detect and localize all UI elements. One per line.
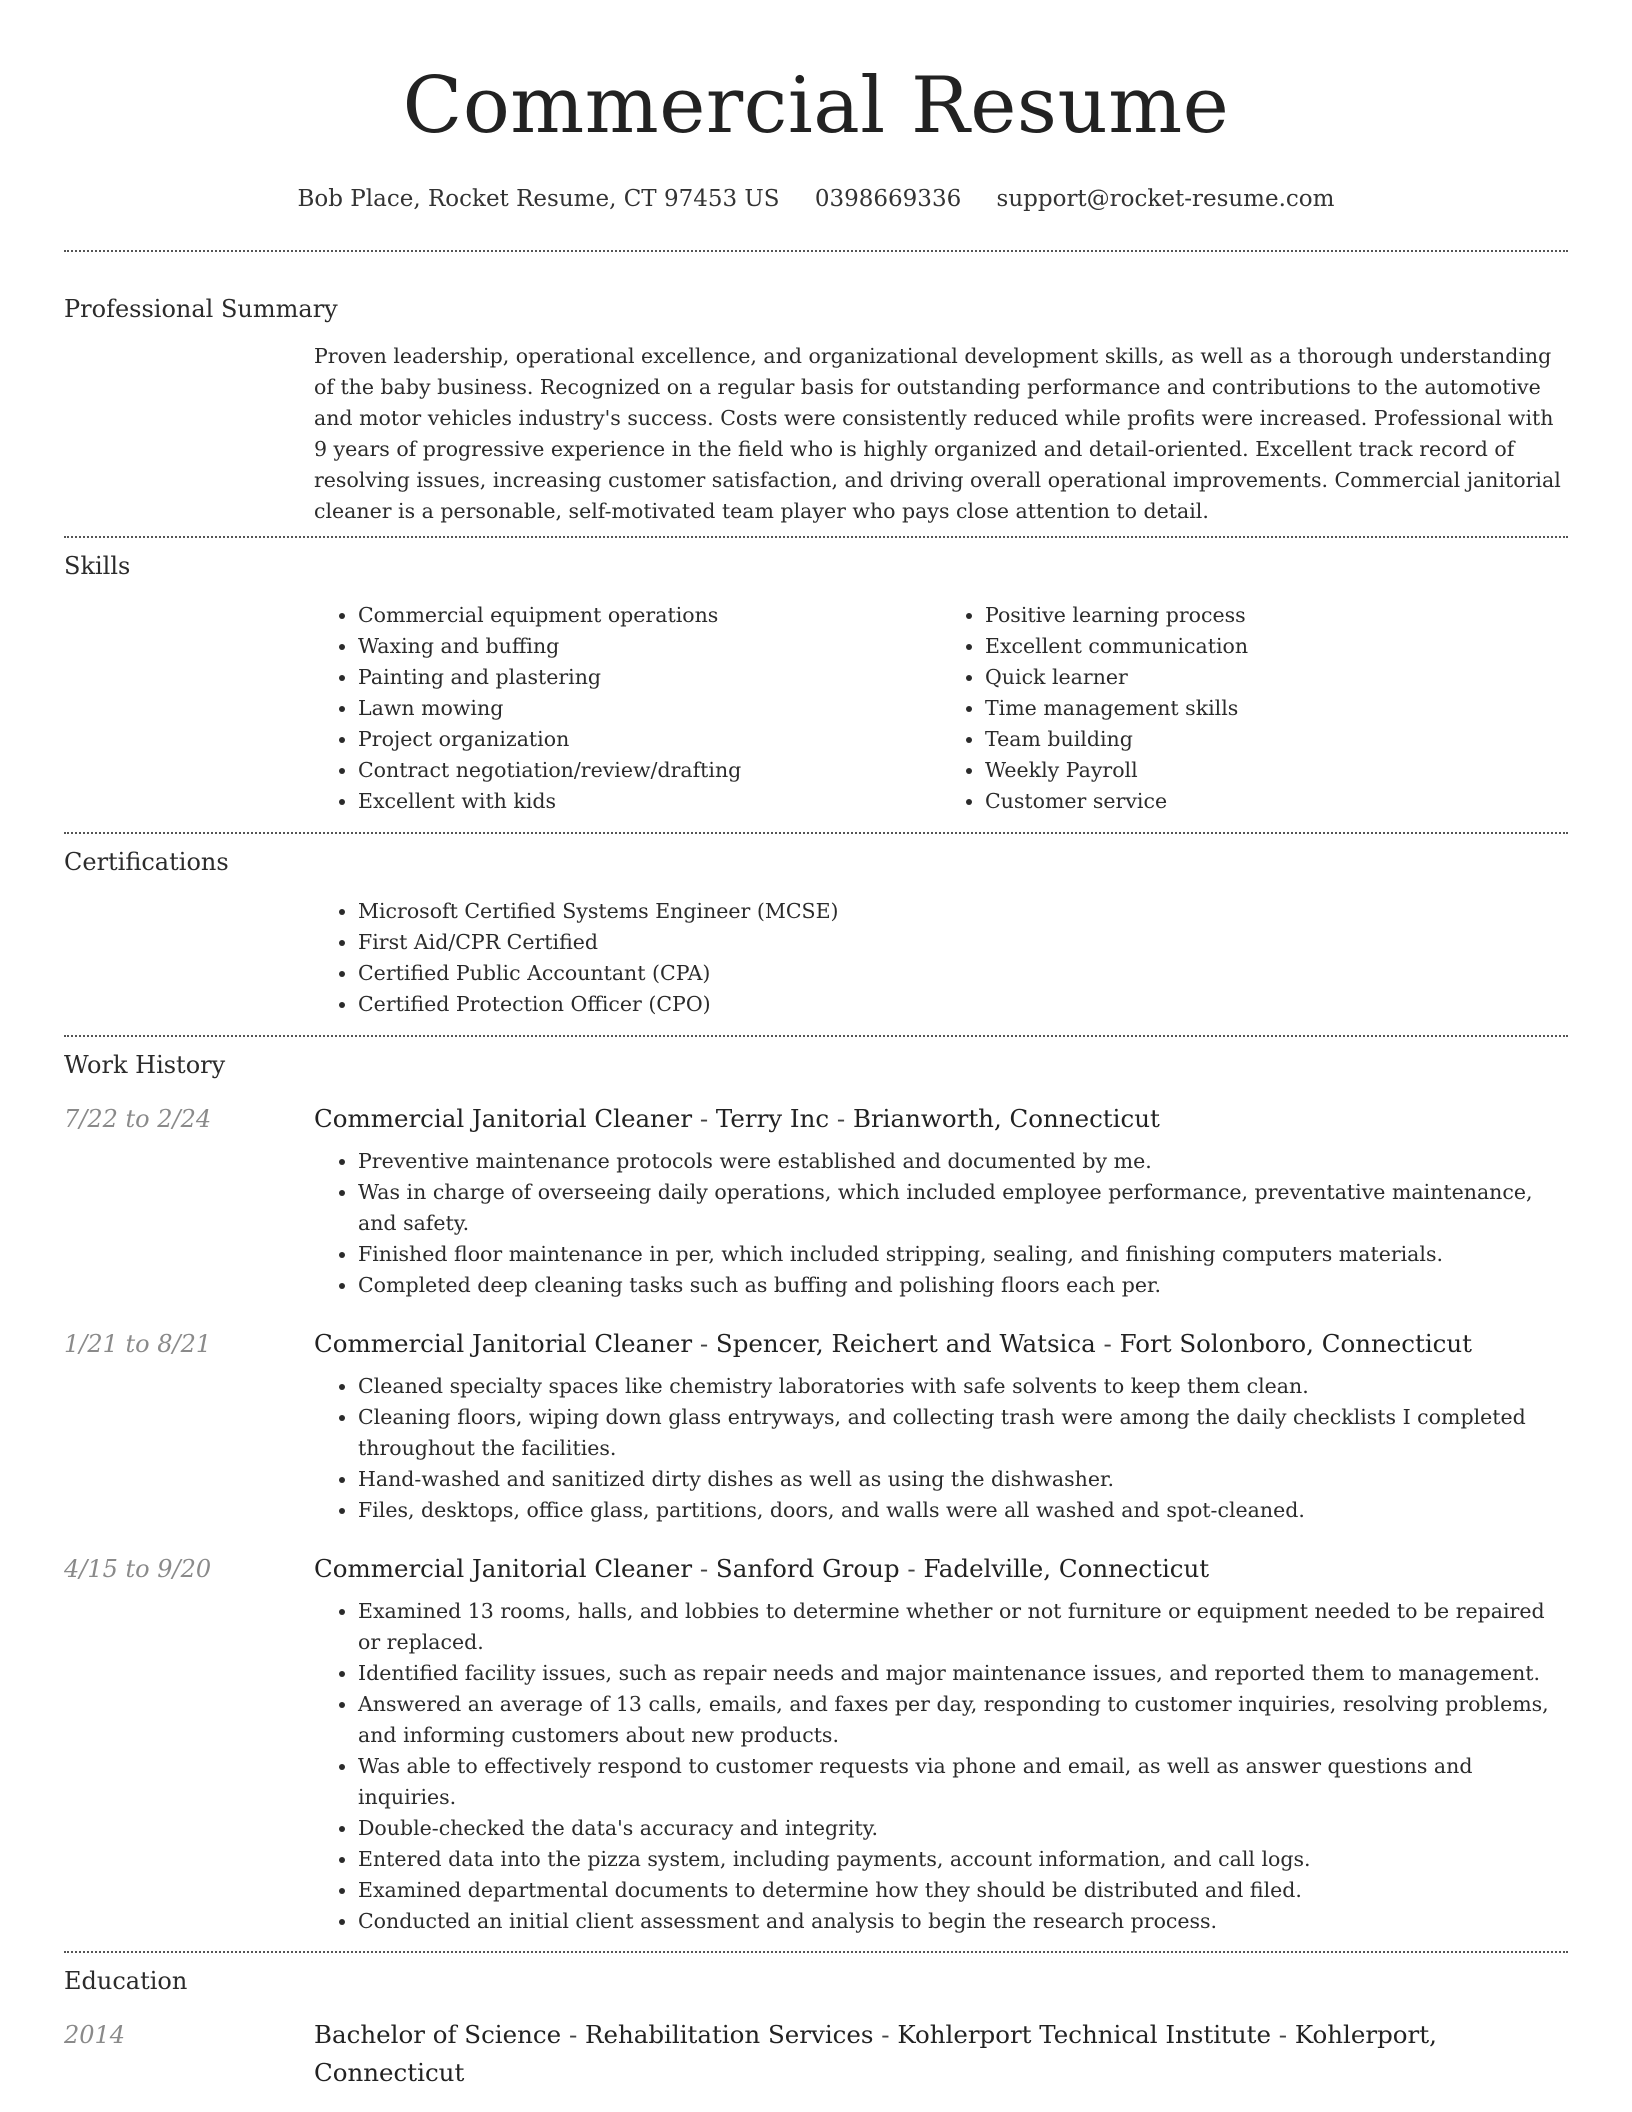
job-bullets bbox=[314, 1146, 1568, 1301]
section-title-work: Work History bbox=[64, 1051, 226, 1079]
job-company: Terry Inc bbox=[715, 1104, 830, 1133]
job-heading: Commercial Janitorial Cleaner - Terry Inc - Brianworth, Connecticut bbox=[314, 1104, 1160, 1133]
job-location: Fadelville, Connecticut bbox=[923, 1554, 1210, 1583]
skill-item: • Weekly Payroll bbox=[985, 755, 1568, 786]
job-heading: Commercial Janitorial Cleaner - Sanford Group - Fadelville, Connecticut bbox=[314, 1554, 1210, 1583]
education-body bbox=[64, 2016, 1568, 2100]
job-location: Fort Solonboro, Connecticut bbox=[1119, 1329, 1473, 1358]
skills-list-right bbox=[941, 600, 1568, 817]
job-bullet: • Answered an average of 13 calls, emails, and faxes per day, responding to customer inquiries, resolving problems, and informing customers about new products. bbox=[358, 1689, 1568, 1751]
certification-item: • Certified Public Accountant (CPA) bbox=[358, 958, 1568, 989]
summary-text: Proven leadership, operational excellence, and organizational development skills, as well as a thorough understanding of the baby business. Recognized on a regular basis for outstanding performance and contributions to the automotive and motor vehicles industry's success. Costs were consistently reduced while profits were increased. Professional with 9 years of progressive experience in the field who is highly organized and detail-oriented. Excellent track record of resolving issues, increasing customer satisfaction, and driving overall operational improvements. Commercial janitorial cleaner is a personable, self-motivated team player who pays close attention to detail. bbox=[314, 344, 1561, 523]
education-school: Kohlerport Technical Institute bbox=[897, 2020, 1271, 2049]
contact-phone: 0398669336 bbox=[814, 186, 962, 212]
job-bullet: • Cleaned specialty spaces like chemistry laboratories with safe solvents to keep them clean. bbox=[358, 1371, 1568, 1402]
education-location: Kohlerport, Connecticut bbox=[314, 2020, 1437, 2087]
job-main bbox=[314, 1100, 1568, 1301]
job-company: Spencer, Reichert and Watsica bbox=[715, 1329, 1096, 1358]
job-company: Sanford Group bbox=[715, 1554, 900, 1583]
skill-item: • Time management skills bbox=[985, 693, 1568, 724]
section-education bbox=[64, 1953, 1568, 2100]
education-main bbox=[314, 2016, 1568, 2100]
skills-list-left bbox=[314, 600, 941, 817]
job-bullets bbox=[314, 1371, 1568, 1526]
education-heading: Bachelor of Science - Rehabilitation Services - Kohlerport Technical Institute - Kohlerport, Connecticut bbox=[314, 2020, 1437, 2087]
section-title-summary: Professional Summary bbox=[64, 295, 338, 323]
job-bullet: • Examined 13 rooms, halls, and lobbies to determine whether or not furniture or equipment needed to be repaired or replaced. bbox=[358, 1596, 1568, 1658]
job-bullet: • Entered data into the pizza system, including payments, account information, and call logs. bbox=[358, 1844, 1568, 1875]
skill-item: • Team building bbox=[985, 724, 1568, 755]
job-bullets bbox=[314, 1596, 1568, 1937]
job-bullet: • Identified facility issues, such as repair needs and major maintenance issues, and reported them to management. bbox=[358, 1658, 1568, 1689]
job-entry bbox=[64, 1325, 1568, 1526]
certification-item: • Microsoft Certified Systems Engineer (MCSE) bbox=[358, 896, 1568, 927]
skill-item: • Excellent with kids bbox=[358, 786, 941, 817]
job-bullet: • Completed deep cleaning tasks such as buffing and polishing floors each per. bbox=[358, 1270, 1568, 1301]
job-bullet: • Files, desktops, office glass, partitions, doors, and walls were all washed and spot-cleaned. bbox=[358, 1495, 1568, 1526]
skills-grid bbox=[314, 600, 1568, 817]
section-skills bbox=[64, 538, 1568, 817]
certifications-list bbox=[314, 896, 1568, 1020]
job-dates: 1/21 to 8/21 bbox=[64, 1330, 212, 1358]
job-title: Commercial Janitorial Cleaner bbox=[314, 1104, 693, 1133]
contact-email: support@rocket-resume.com bbox=[996, 186, 1335, 212]
job-bullet: • Preventive maintenance protocols were established and documented by me. bbox=[358, 1146, 1568, 1177]
certifications-body bbox=[314, 896, 1568, 1020]
section-summary bbox=[64, 252, 1568, 527]
job-dates: 7/22 to 2/24 bbox=[64, 1105, 212, 1133]
skill-item: • Excellent communication bbox=[985, 631, 1568, 662]
section-work-history bbox=[64, 1037, 1568, 1937]
job-bullet: • Double-checked the data's accuracy and integrity. bbox=[358, 1813, 1568, 1844]
certification-item: • Certified Protection Officer (CPO) bbox=[358, 989, 1568, 1020]
job-title: Commercial Janitorial Cleaner bbox=[314, 1329, 693, 1358]
section-title-education: Education bbox=[64, 1967, 188, 1995]
job-bullet: • Finished floor maintenance in per, which included stripping, sealing, and finishing computers materials. bbox=[358, 1239, 1568, 1270]
section-title-certifications: Certifications bbox=[64, 848, 229, 876]
skill-item: • Commercial equipment operations bbox=[358, 600, 941, 631]
job-dates: 4/15 to 9/20 bbox=[64, 1555, 212, 1583]
contact-address: Bob Place, Rocket Resume, CT 97453 US bbox=[297, 186, 780, 212]
job-bullet: • Was able to effectively respond to customer requests via phone and email, as well as answer questions and inquiries. bbox=[358, 1751, 1568, 1813]
section-title-skills: Skills bbox=[64, 552, 131, 580]
job-heading: Commercial Janitorial Cleaner - Spencer, Reichert and Watsica - Fort Solonboro, Connecticut bbox=[314, 1329, 1473, 1358]
skill-item: • Lawn mowing bbox=[358, 693, 941, 724]
education-field: Rehabilitation Services bbox=[585, 2020, 874, 2049]
skill-item: • Quick learner bbox=[985, 662, 1568, 693]
certification-item: • First Aid/CPR Certified bbox=[358, 927, 1568, 958]
job-location: Brianworth, Connecticut bbox=[852, 1104, 1160, 1133]
job-main bbox=[314, 1550, 1568, 1937]
job-bullet: • Cleaning floors, wiping down glass entryways, and collecting trash were among the daily checklists I completed throughout the facilities. bbox=[358, 1402, 1568, 1464]
contact-line bbox=[64, 182, 1568, 216]
skill-item: • Customer service bbox=[985, 786, 1568, 817]
education-degree: Bachelor of Science bbox=[314, 2020, 562, 2049]
job-title: Commercial Janitorial Cleaner bbox=[314, 1554, 693, 1583]
education-year: 2014 bbox=[64, 2021, 126, 2049]
job-main bbox=[314, 1325, 1568, 1526]
resume-title: Commercial Resume bbox=[402, 61, 1230, 151]
job-entry bbox=[64, 1550, 1568, 1937]
work-body bbox=[64, 1100, 1568, 1937]
job-bullet: • Hand-washed and sanitized dirty dishes as well as using the dishwasher. bbox=[358, 1464, 1568, 1495]
summary-body bbox=[314, 341, 1568, 527]
skill-item: • Painting and plastering bbox=[358, 662, 941, 693]
education-entry bbox=[64, 2016, 1568, 2100]
job-bullet: • Examined departmental documents to determine how they should be distributed and filed. bbox=[358, 1875, 1568, 1906]
job-entry bbox=[64, 1100, 1568, 1301]
skill-item: • Positive learning process bbox=[985, 600, 1568, 631]
skill-item: • Project organization bbox=[358, 724, 941, 755]
skill-item: • Contract negotiation/review/drafting bbox=[358, 755, 941, 786]
job-bullet: • Conducted an initial client assessment and analysis to begin the research process. bbox=[358, 1906, 1568, 1937]
job-bullet: • Was in charge of overseeing daily operations, which included employee performance, preventative maintenance, and safety. bbox=[358, 1177, 1568, 1239]
skill-item: • Waxing and buffing bbox=[358, 631, 941, 662]
skills-body bbox=[314, 600, 1568, 817]
section-certifications bbox=[64, 834, 1568, 1020]
